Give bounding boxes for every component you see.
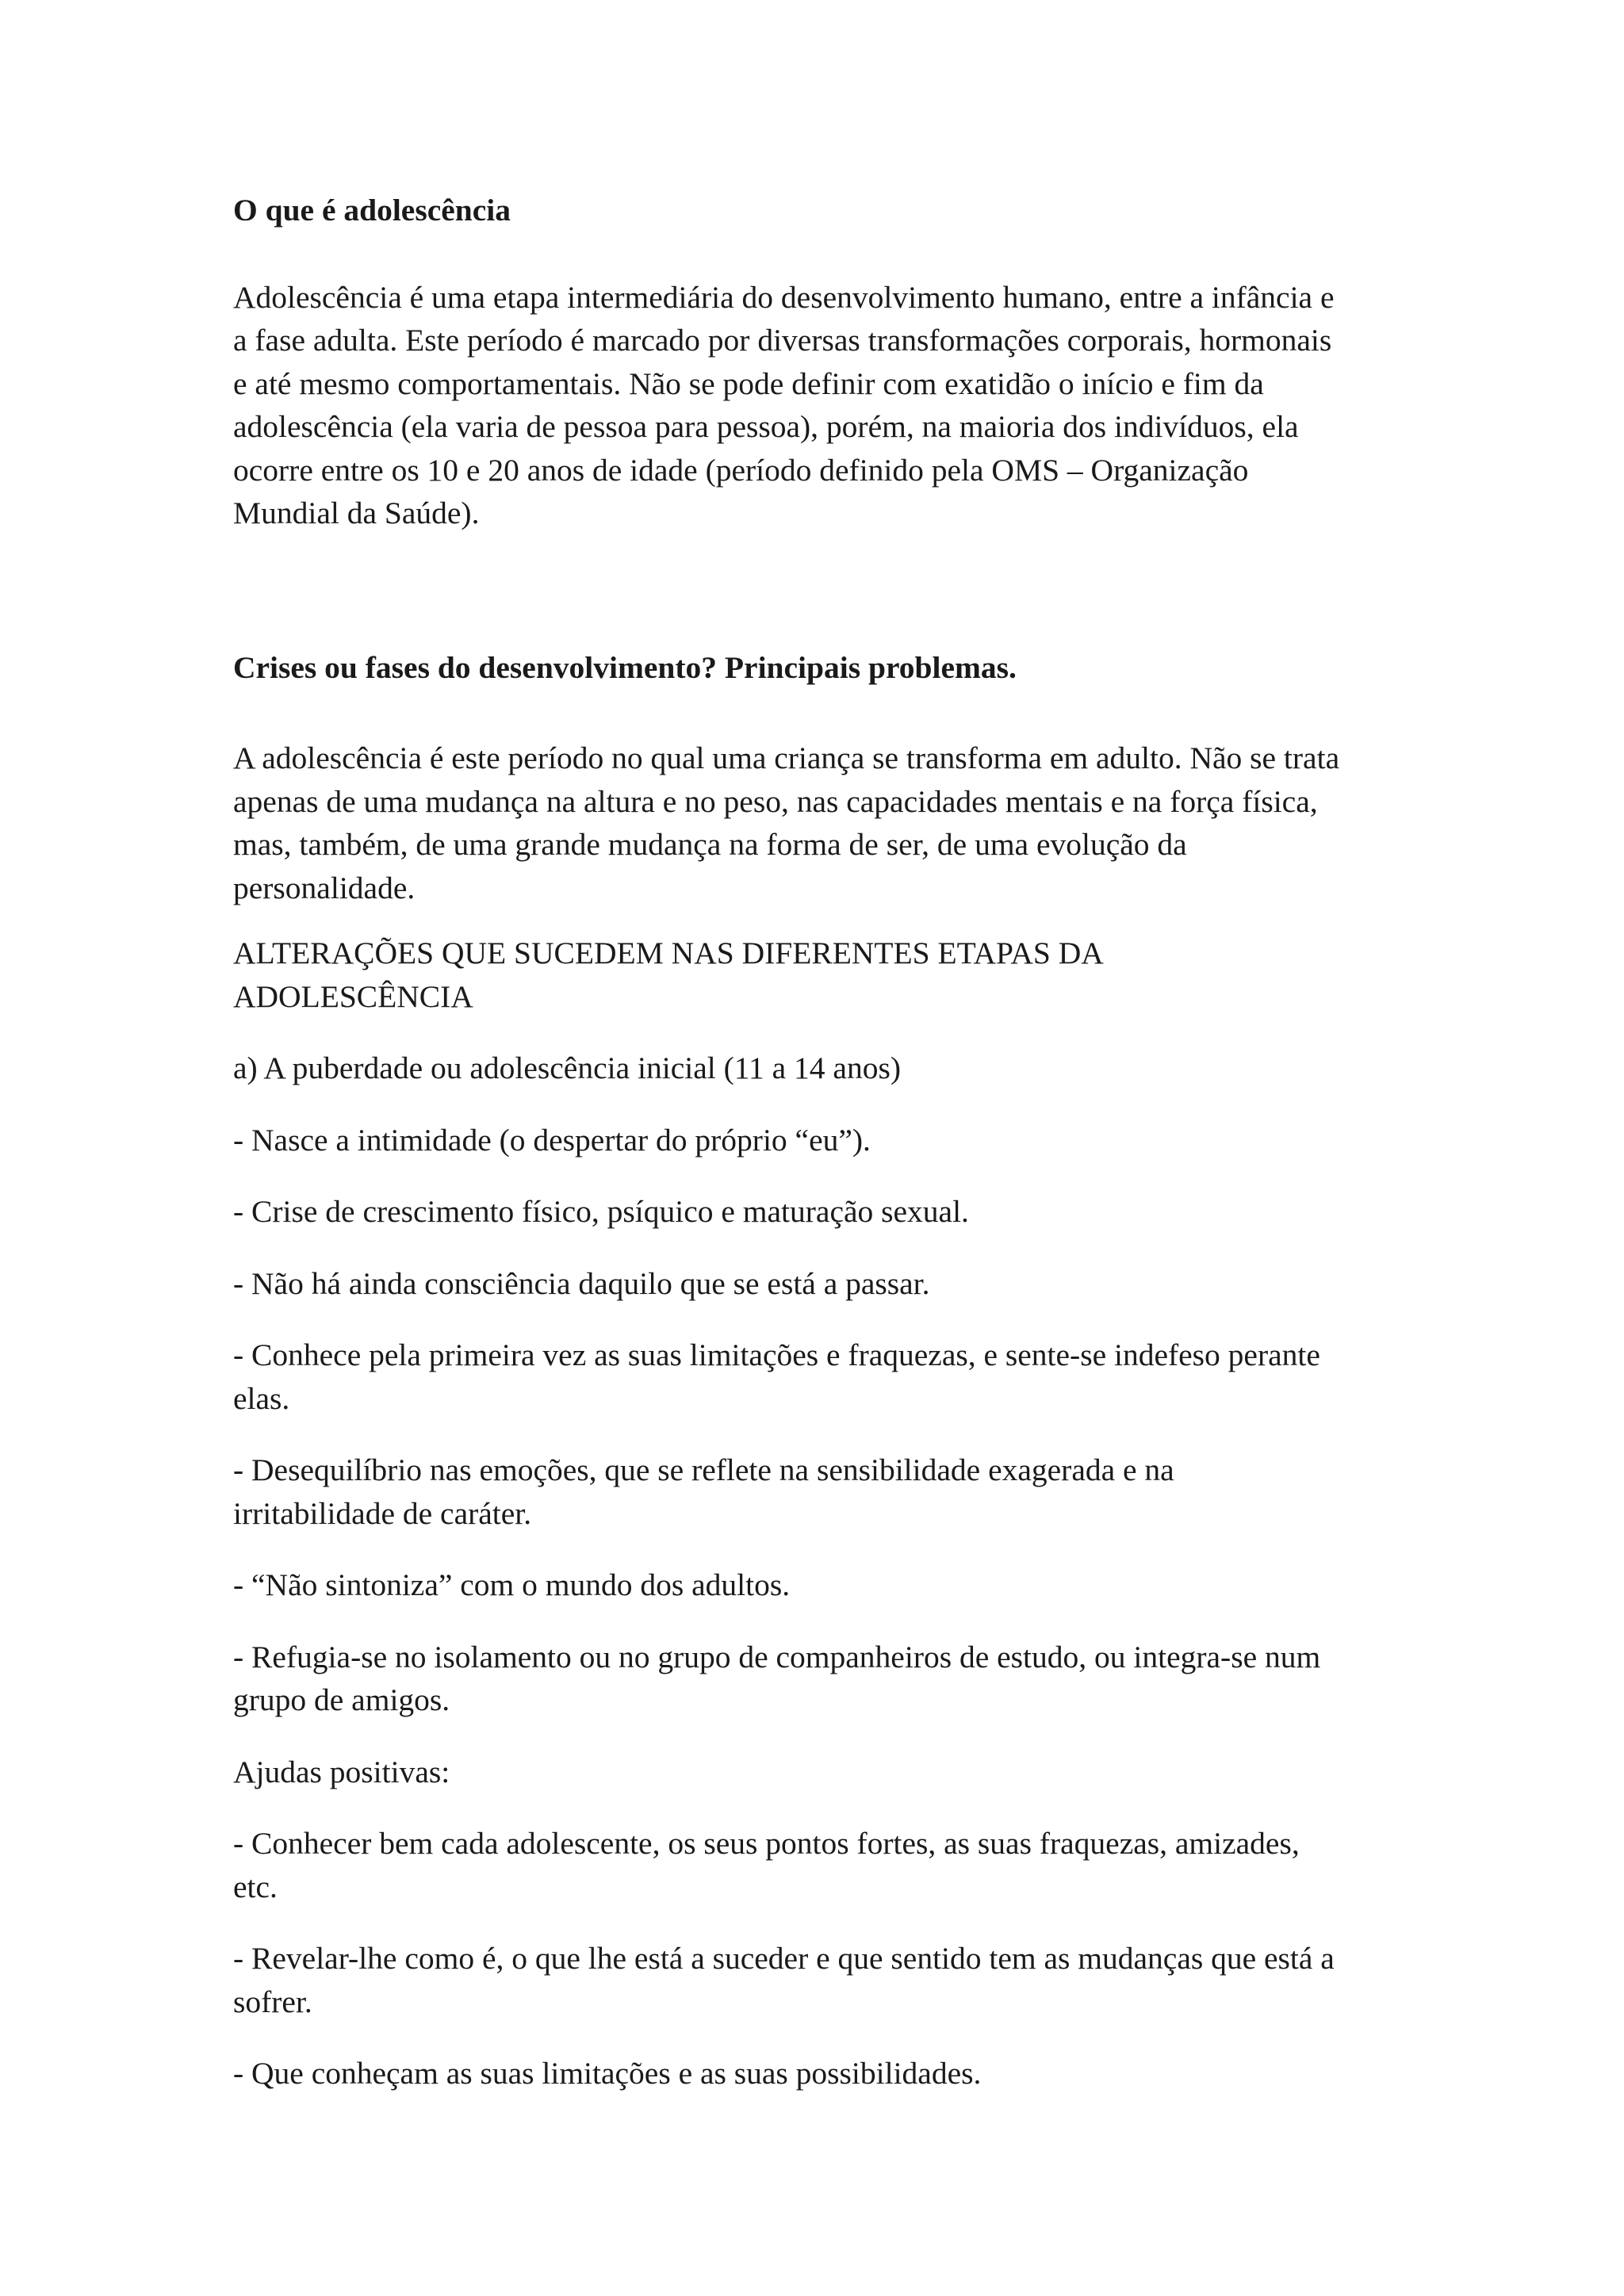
paragraph-intro: A adolescência é este período no qual uma criança se transforma em adulto. Não se trata apenas de uma mudança na altura e no peso, nas capacidades mentais e na força física, mas, também, de uma grande mudança na forma de ser, de uma evolução da personalidade. [233, 740, 1340, 905]
stage-title: a) A puberdade ou adolescência inicial (11 a 14 anos) [233, 1050, 901, 1085]
list-item: - Crise de crescimento físico, psíquico e maturação sexual. [233, 1194, 969, 1229]
list-item: - Conhece pela primeira vez as suas limitações e fraquezas, e sente-se indefeso perante elas. [233, 1337, 1320, 1416]
help-list-item: - Conhecer bem cada adolescente, os seus pontos fortes, as suas fraquezas, amizades, etc. [233, 1826, 1300, 1904]
list-item: - Não há ainda consciência daquilo que se está a passar. [233, 1265, 930, 1301]
help-list-item: - Revelar-lhe como é, o que lhe está a suceder e que sentido tem as mudanças que está a sofrer. [233, 1941, 1335, 2019]
subheading-stages: ALTERAÇÕES QUE SUCEDEM NAS DIFERENTES ETAPAS DA ADOLESCÊNCIA [233, 936, 1104, 1014]
list-item: - Nasce a intimidade (o despertar do próprio “eu”). [233, 1122, 871, 1158]
paragraph-definition: Adolescência é uma etapa intermediária do desenvolvimento humano, entre a infância e a fase adulta. Este período é marcado por diversas transformações corporais, hormonais e até mesmo comportamentais. Não se pode definir com exatidão o início e fim da adolescência (ela varia de pessoa para pessoa), porém, na maioria dos indivíduos, ela ocorre entre os 10 e 20 anos de idade (período definido pela OMS – Organização Mundial da Saúde). [233, 279, 1335, 530]
help-title: Ajudas positivas: [233, 1754, 450, 1789]
list-item: - “Não sintoniza” com o mundo dos adultos. [233, 1567, 791, 1602]
list-item: - Refugia-se no isolamento ou no grupo de companheiros de estudo, ou integra-se num grupo de amigos. [233, 1639, 1321, 1717]
section-heading-crises: Crises ou fases do desenvolvimento? Principais problemas. [233, 649, 1017, 685]
list-item: - Desequilíbrio nas emoções, que se reflete na sensibilidade exagerada e na irritabilidade de caráter. [233, 1452, 1174, 1531]
help-list-item: - Que conheçam as suas limitações e as suas possibilidades. [233, 2056, 982, 2091]
document-page [233, 189, 1423, 2095]
section-heading-adolescence: O que é adolescência [233, 193, 511, 228]
